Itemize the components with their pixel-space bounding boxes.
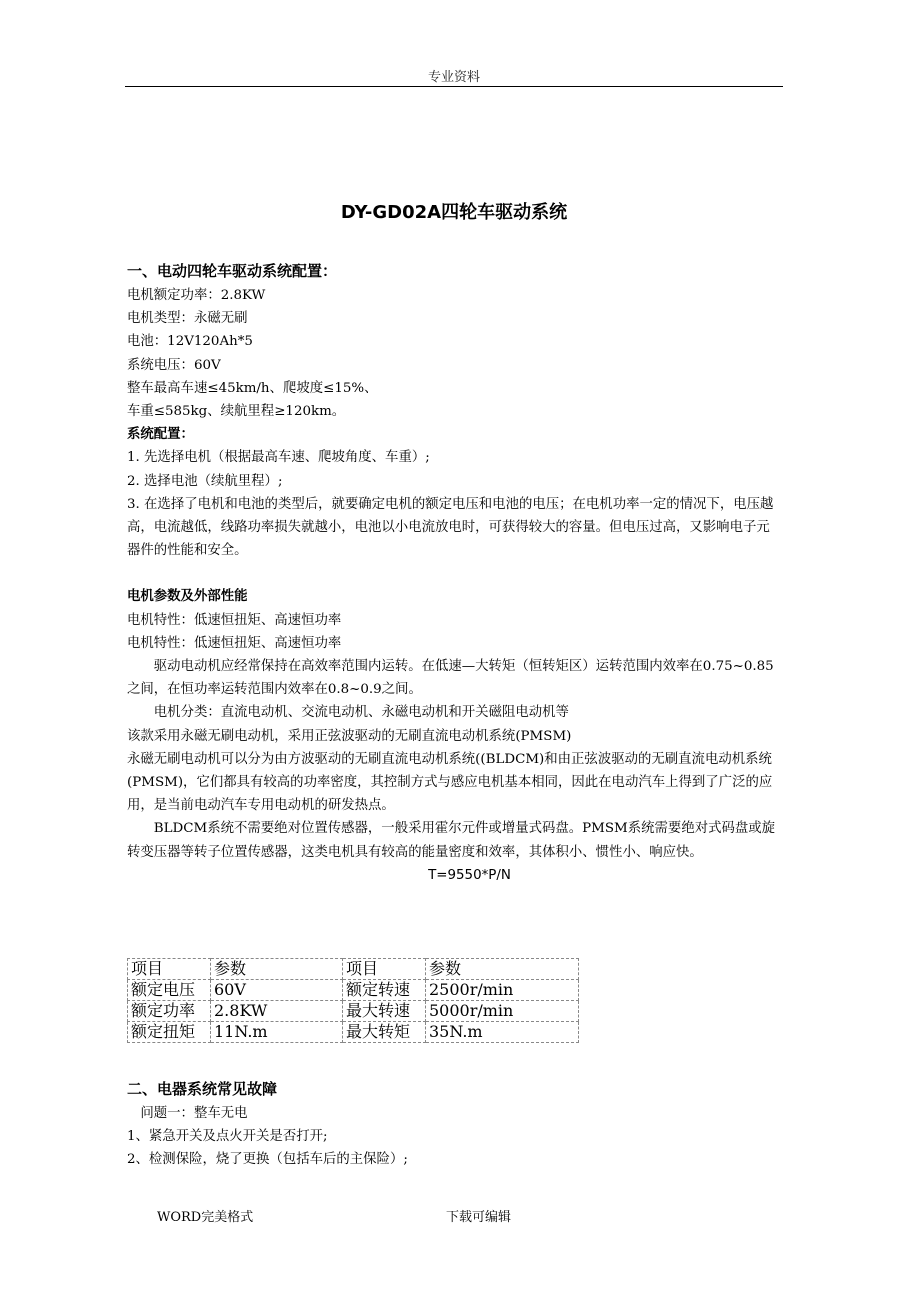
table-cell: 额定功率 [128, 1001, 211, 1022]
page-header: 专业资料 [427, 70, 480, 85]
spec-line: 系统电压：60V [127, 357, 221, 373]
torque-formula: T=9550*P/N [428, 867, 511, 883]
table-cell: 5000r/min [426, 1001, 579, 1022]
table-cell: 最大转速 [343, 1001, 426, 1022]
table-cell: 额定电压 [128, 980, 211, 1001]
config-item: 2. 选择电池（续航里程）; [127, 473, 283, 489]
motor-paragraph: 电机分类：直流电动机、交流电动机、永磁电动机和开关磁阻电动机等 [153, 705, 569, 721]
section-2-heading: 二、电器系统常见故障 [127, 1080, 278, 1098]
motor-paragraph: BLDCM系统不需要绝对位置传感器，一般采用霍尔元件或增量式码盘。PMSM系统需要绝对式码盘或旋转变压器等转子位置传感器，这类电机具有较高的能量密度和效率，其体积小、惯性小、响应快。 [127, 821, 776, 860]
table-row [128, 959, 579, 980]
table-cell: 项目 [128, 959, 211, 980]
fault-item: 1、紧急开关及点火开关是否打开; [127, 1129, 328, 1145]
table-cell: 2.8KW [211, 1001, 343, 1022]
table-row [128, 1001, 579, 1022]
motor-heading: 电机参数及外部性能 [127, 589, 248, 605]
header-rule [125, 86, 783, 87]
spacer [127, 562, 782, 585]
table-cell: 项目 [343, 959, 426, 980]
table-cell: 2500r/min [426, 980, 579, 1001]
config-heading: 系统配置： [127, 427, 194, 443]
motor-paragraph: 该款采用永磁无刷电动机，采用正弦波驱动的无刷直流电动机系统(PMSM) [127, 728, 572, 744]
table-cell: 35N.m [426, 1022, 579, 1043]
motor-characteristic: 电机特性：低速恒扭矩、高速恒功率 [127, 635, 342, 651]
table-cell: 参数 [211, 959, 343, 980]
footer-left: WORD完美格式 [157, 1210, 254, 1225]
config-item: 1. 先选择电机（根据最高车速、爬坡角度、车重）; [127, 450, 430, 466]
table-cell: 最大转矩 [343, 1022, 426, 1043]
motor-characteristic: 电机特性：低速恒扭矩、高速恒功率 [127, 612, 342, 628]
spec-line: 电池：12V120Ah*5 [127, 334, 253, 350]
table-row [128, 1022, 579, 1043]
config-item: 3. 在选择了电机和电池的类型后，就要确定电机的额定电压和电池的电压；在电机功率一定的情况下，电压越高，电流越低，线路功率损失就越小，电池以小电流放电时，可获得较大的容量。但电压过高，又影响电子元器件的性能和安全。 [127, 496, 774, 559]
document-title: DY-GD02A四轮车驱动系统 [340, 202, 568, 223]
table-cell: 额定转速 [343, 980, 426, 1001]
fault-item: 2、检测保险，烧了更换（包括车后的主保险）; [127, 1152, 408, 1168]
table-row [128, 980, 579, 1001]
spec-line: 车重≤585kg、续航里程≥120km。 [127, 404, 346, 420]
section-2 [127, 1076, 782, 1172]
spec-line: 电机类型：永磁无刷 [127, 311, 248, 327]
table-cell: 60V [211, 980, 343, 1001]
footer-right: 下载可编辑 [446, 1210, 512, 1225]
section-1 [127, 258, 782, 887]
spec-line: 整车最高车速≤45km/h、爬坡度≤15%、 [127, 380, 378, 396]
table-cell: 11N.m [211, 1022, 343, 1043]
section-1-heading: 一、电动四轮车驱动系统配置： [127, 262, 338, 280]
spec-line: 电机额定功率：2.8KW [127, 288, 266, 303]
motor-parameter-table [127, 958, 579, 1043]
motor-paragraph: 驱动电动机应经常保持在高效率范围内运转。在低速—大转矩（恒转矩区）运转范围内效率在0.75~0.85之间，在恒功率运转范围内效率在0.8~0.9之间。 [127, 659, 774, 698]
fault-question: 问题一：整车无电 [140, 1106, 248, 1121]
table-cell: 参数 [426, 959, 579, 980]
table-cell: 额定扭矩 [128, 1022, 211, 1043]
motor-paragraph: 永磁无刷电动机可以分为由方波驱动的无刷直流电动机系统((BLDCM)和由正弦波驱动的无刷直流电动机系统(PMSM)，它们都具有较高的功率密度，其控制方式与感应电机基本相同，因此在电动汽车上得到了广泛的应用，是当前电动汽车专用电动机的研发热点。 [127, 751, 773, 814]
